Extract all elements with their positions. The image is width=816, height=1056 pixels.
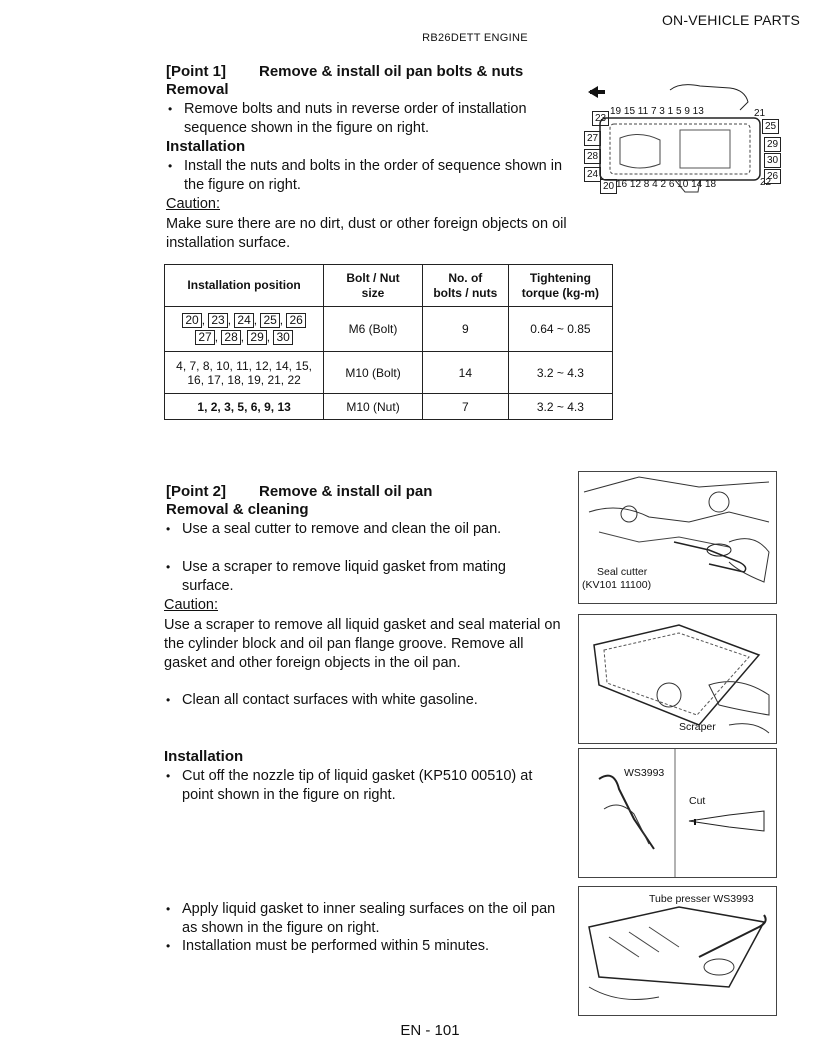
boxed-number: 29 <box>247 330 266 345</box>
top-right-number: 21 <box>754 108 766 119</box>
text-line: installation surface. <box>166 235 291 251</box>
point1-installation-bullet <box>166 157 562 195</box>
table-row <box>165 394 613 420</box>
point2-title: Remove & install oil pan <box>259 483 433 500</box>
scraper-figure <box>578 614 777 744</box>
boxed-number: 23 <box>208 313 227 328</box>
text-line: • Remove bolts and nuts in reverse order of installation <box>184 101 527 117</box>
header-line: size <box>361 285 385 300</box>
boxed-number: 27 <box>584 131 601 146</box>
header-line: No. of <box>448 270 483 285</box>
text-line: • Apply liquid gasket to inner sealing surfaces on the oil pan <box>182 901 556 917</box>
boxed-number: 29 <box>764 137 781 152</box>
tube-presser-figure <box>578 886 777 1016</box>
point1-heading <box>166 63 523 80</box>
text-line: surface. <box>182 578 234 594</box>
cell-position <box>165 307 324 352</box>
text-line: • Cut off the nozzle tip of liquid gasket (KP510 00510) at <box>182 768 533 784</box>
text-line: Make sure there are no dirt, dust or other foreign objects on oil <box>166 216 567 232</box>
text-line: the figure on right. <box>184 177 301 193</box>
point2-heading <box>166 483 432 500</box>
header-line: bolts / nuts <box>433 285 498 300</box>
point2-bullet-apply-gasket <box>164 900 555 938</box>
point2-bullet-scraper <box>164 558 506 596</box>
table-row <box>165 307 613 352</box>
boxed-number: 28 <box>584 149 601 164</box>
header-line: Bolt / Nut <box>346 270 400 285</box>
cell-torque: 3.2 ~ 4.3 <box>508 352 612 394</box>
bottom-right-number: 22 <box>760 177 772 188</box>
col-header-position: Installation position <box>165 265 324 307</box>
point2-bullet-nozzle <box>164 767 532 805</box>
boxed-positions-line: 20 , 23 , 24 , 25 , 26 <box>165 312 323 329</box>
seal-cutter-label: Seal cutter <box>597 566 648 578</box>
boxed-number: 25 <box>260 313 279 328</box>
bottom-sequence-numbers: 16 12 8 4 2 6 10 14 18 <box>616 179 717 190</box>
point1-caution-label: Caution: <box>166 196 221 212</box>
text-line: • Installation must be performed within 5 minutes. <box>182 938 490 954</box>
col-header-torque <box>508 265 612 307</box>
tube-presser-label: Tube presser WS3993 <box>649 893 754 905</box>
cut-label: Cut <box>689 795 706 807</box>
section-header: ON-VEHICLE PARTS <box>661 12 800 28</box>
cell-size: M6 (Bolt) <box>324 307 423 352</box>
top-sequence-numbers: 19 15 11 7 3 1 5 9 13 <box>610 106 704 117</box>
cell-size: M10 (Bolt) <box>324 352 423 394</box>
col-header-count <box>422 265 508 307</box>
boxed-number: 26 <box>286 313 305 328</box>
header-line: Tightening <box>529 270 591 285</box>
text-line: • Use a seal cutter to remove and clean the oil pan. <box>182 521 502 537</box>
text-line: • Use a scraper to remove liquid gasket from mating <box>182 559 506 575</box>
text-line: as shown in the figure on right. <box>182 920 380 936</box>
scraper-label: Scraper <box>679 721 716 733</box>
engine-header: RB26DETT ENGINE <box>422 32 528 44</box>
boxed-number: 23 <box>592 111 609 126</box>
boxed-number: 25 <box>762 119 779 134</box>
bolt-spec-table <box>164 264 613 420</box>
cell-count: 14 <box>422 352 508 394</box>
text-line: • Install the nuts and bolts in the order of sequence shown in <box>184 158 563 174</box>
point2-installation-heading: Installation <box>164 748 244 765</box>
point1-caution-text <box>166 215 567 253</box>
boxed-number: 26 <box>764 169 781 184</box>
boxed-number: 24 <box>234 313 253 328</box>
nozzle-cut-drawing <box>579 749 776 877</box>
cell-position: 1, 2, 3, 5, 6, 9, 13 <box>165 394 324 420</box>
point2-caution-text <box>164 616 561 673</box>
page-number: EN - 101 <box>400 1022 460 1039</box>
boxed-number: 27 <box>195 330 214 345</box>
boxed-positions-line: 27 , 28 , 29 , 30 <box>165 329 323 346</box>
table-header-row <box>165 265 613 307</box>
text-line: point shown in the figure on right. <box>182 787 396 803</box>
cell-torque: 0.64 ~ 0.85 <box>508 307 612 352</box>
text-line: gasket and other foreign objects in the oil pan. <box>164 655 461 671</box>
point1-title: Remove & install oil pan bolts & nuts <box>259 63 524 80</box>
cell-torque: 3.2 ~ 4.3 <box>508 394 612 420</box>
point1-label: [Point 1] <box>166 63 226 80</box>
boxed-number: 30 <box>764 153 781 168</box>
boxed-number: 24 <box>584 167 601 182</box>
table-row <box>165 352 613 394</box>
seal-cutter-figure <box>578 471 777 604</box>
point1-removal-heading: Removal <box>166 81 229 98</box>
text-line: • Clean all contact surfaces with white gasoline. <box>182 692 478 708</box>
header-line: torque (kg-m) <box>521 285 600 300</box>
cell-size: M10 (Nut) <box>324 394 423 420</box>
scraper-drawing <box>579 615 776 743</box>
text-line: the cylinder block and oil pan flange groove. Remove all <box>164 636 524 652</box>
point2-label: [Point 2] <box>166 483 226 500</box>
position-line: 4, 7, 8, 10, 11, 12, 14, 15, <box>176 358 313 373</box>
boxed-number: 20 <box>182 313 201 328</box>
point2-bullet-seal-cutter <box>164 520 501 539</box>
boxed-number: 30 <box>273 330 292 345</box>
cell-position <box>165 352 324 394</box>
tube-presser-drawing <box>579 887 776 1015</box>
nozzle-cut-figure <box>578 748 777 878</box>
point2-caution-label: Caution: <box>164 597 219 613</box>
text-line: Use a scraper to remove all liquid gasket and seal material on <box>164 617 561 633</box>
boxed-number: 20 <box>600 179 617 194</box>
point2-bullet-gasoline <box>164 691 478 710</box>
point2-removal-heading: Removal & cleaning <box>166 501 309 518</box>
col-header-size <box>324 265 423 307</box>
ws3993-label: WS3993 <box>624 767 665 779</box>
point2-bullet-time-limit <box>164 937 489 956</box>
boxed-number: 28 <box>221 330 240 345</box>
cell-count: 9 <box>422 307 508 352</box>
text-line: sequence shown in the figure on right. <box>184 120 430 136</box>
cell-count: 7 <box>422 394 508 420</box>
seal-cutter-code: (KV101 11100) <box>582 579 652 591</box>
position-line: 16, 17, 18, 19, 21, 22 <box>187 372 301 387</box>
point1-removal-bullet <box>166 100 527 138</box>
point1-installation-heading: Installation <box>166 138 246 155</box>
oil-pan-sequence-figure <box>580 80 785 200</box>
